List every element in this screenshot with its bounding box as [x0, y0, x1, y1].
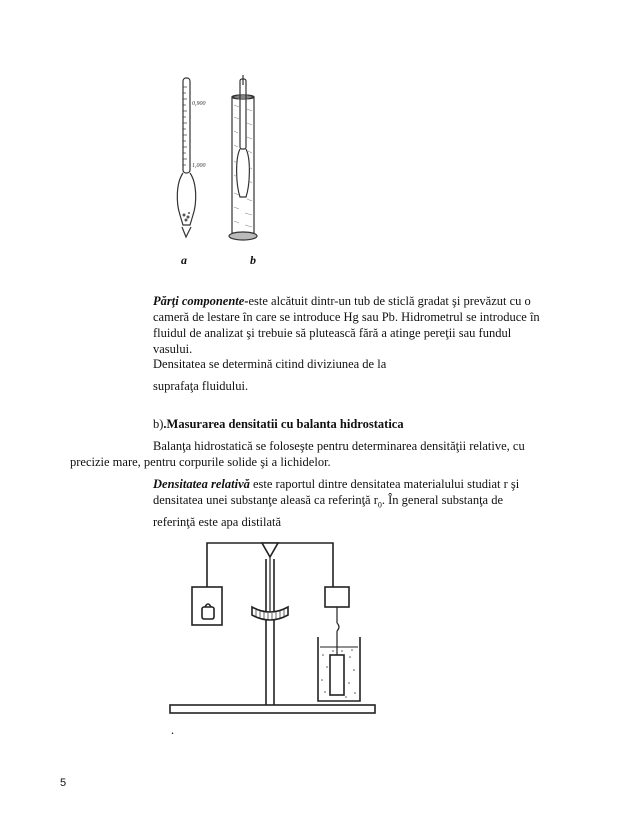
relative-density-term: Densitatea relativă [153, 477, 250, 491]
relative-density-line2-post: . În general substanţa de [381, 493, 504, 507]
parts-line1: este alcătuit dintr-un tub de sticlă gradat şi prevăzut cu o [248, 294, 531, 308]
parts-paragraph [153, 293, 573, 357]
reference-subscript: 0 [377, 500, 382, 510]
parts-term: Părţi componente- [153, 294, 249, 308]
cylinder-b [229, 75, 257, 240]
section-b-heading [153, 416, 573, 432]
relative-density-line1: este raportul dintre densitatea materialului studiat r şi [249, 477, 520, 491]
relative-density-line3: referinţă este apa distilată [153, 514, 282, 529]
section-b-line2: precizie mare, pentru corpurile solide şi a lichidelor. [70, 455, 331, 469]
parts-line2: cameră de lestare în care se introduce Hg sau Pb. Hidrometrul se introduce în [153, 310, 540, 324]
hydrostatic-balance-figure [170, 535, 380, 720]
density-reading-line2: suprafaţa fluidului. [153, 379, 249, 393]
hydrometer-figure [170, 75, 260, 245]
trailing-dot: . [171, 723, 175, 737]
figure-label-b: b [250, 253, 256, 267]
page-number: 5 [60, 777, 67, 789]
parts-line4: vasului. [153, 342, 193, 356]
section-b-title: .Masurarea densitatii cu balanta hidrostatica [163, 417, 404, 431]
relative-density-line2-pre: densitatea unei substanţe aleasă ca referinţă r [153, 493, 378, 507]
balance-pivot [262, 543, 278, 557]
figure-label-a: a [181, 253, 187, 267]
section-b-prefix: b) [153, 417, 164, 431]
immersed-body [330, 655, 344, 695]
right-hanger [325, 587, 349, 607]
section-b-line1: Balanţa hidrostatică se foloseşte pentru determinarea densităţii relative, cu [153, 439, 525, 453]
relative-density-paragraph [153, 476, 573, 530]
balance-base [170, 705, 375, 713]
scale-upper-mark: 0,900 [192, 101, 206, 107]
parts-line3: fluidul de analizat şi trebuie să plutească fără a atinge pereţii sau fundul [153, 326, 512, 340]
density-reading-line1: Densitatea se determină citind diviziunea de la [153, 357, 387, 371]
scale-lower-mark: 1,000 [192, 163, 206, 169]
